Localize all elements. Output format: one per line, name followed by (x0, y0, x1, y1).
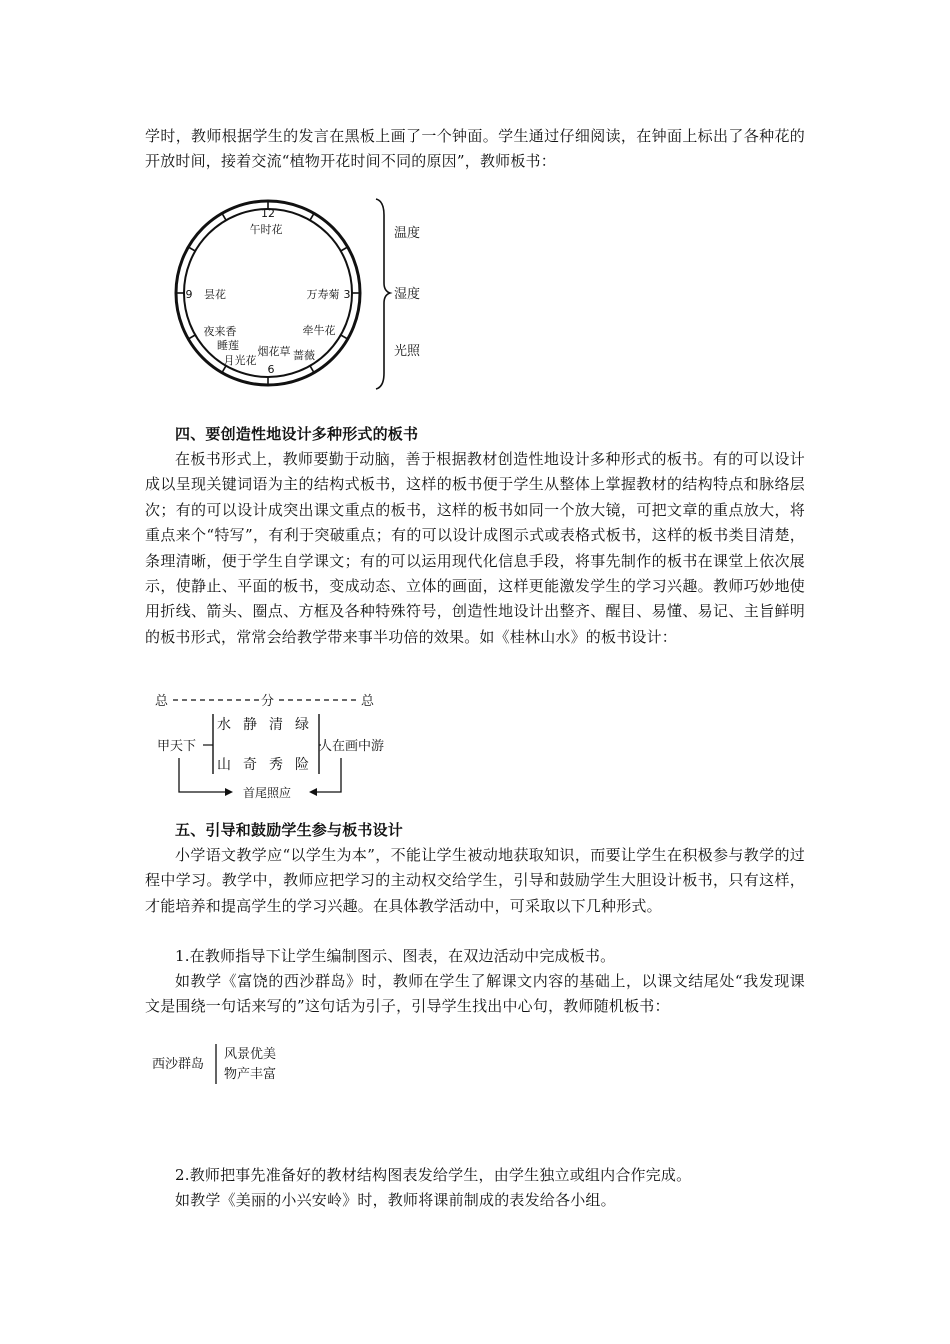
guilin-left-label: 甲天下 (157, 739, 197, 754)
guilin-figure (145, 688, 405, 806)
xisha-left-label: 西沙群岛 (152, 1057, 205, 1072)
section-4-body: 在板书形式上，教师要勤于动脑，善于根据教材创造性地设计多种形式的板书。有的可以设计成以呈现关键词语为主的结构式板书，这样的板书便于学生从整体上掌握教材的结构特点和脉络层次；有的可以设计成突出课文重点的板书，这样的板书如同一个放大镜，可把文章的重点放大，将重点来个“特写”，有利于突破重点；有的可以设计成图示式或表格式板书，这样的板书类目清楚，条理清晰，便于学生自学课文；有的可以运用现代化信息手段，将事先制作的板书在课堂上依次展示，使静止、平面的板书，变成动态、立体的画面，这样更能激发学生的学习兴趣。教师巧妙地使用折线、箭头、圈点、方框及各种特殊符号，创造性地设计出整齐、醒目、易懂、易记、主旨鲜明的板书形式，常常会给教学带来事半功倍的效果。如《桂林山水》的板书设计： (145, 450, 805, 646)
guilin-right-label: 人在画中游 (319, 739, 385, 754)
jing-char: 静 (243, 717, 257, 733)
flower-qianniuhua: 牵牛花 (302, 324, 336, 337)
flower-tanhua: 昙花 (204, 288, 226, 301)
guilin-top-left: 总 (155, 694, 169, 709)
heading-section-4: 四、要创造性地设计多种形式的板书 (175, 425, 419, 443)
clock-figure (170, 195, 440, 410)
reason-light: 光照 (394, 344, 421, 359)
guilin-arrow-right (317, 758, 341, 792)
guilin-water-row (217, 716, 309, 733)
shan-char: 山 (217, 757, 231, 773)
xisha-diagram (148, 1040, 298, 1090)
clock-numeral-9: 9 (185, 288, 193, 301)
clock-numeral-6: 6 (267, 363, 275, 376)
qi-char: 奇 (243, 757, 257, 773)
flower-yueguanghua: 月光花 (223, 354, 257, 367)
lv-char: 绿 (295, 717, 309, 733)
xian-char: 险 (295, 757, 309, 773)
xiu-char: 秀 (269, 757, 283, 773)
reason-temperature: 温度 (394, 226, 421, 241)
guilin-arrow-right-head (309, 788, 317, 796)
flower-yelaixiang: 夜来香 (203, 325, 237, 338)
water-char: 水 (217, 717, 231, 733)
xisha-line-2: 物产丰富 (224, 1067, 277, 1082)
flower-wushihua: 午时花 (249, 223, 283, 236)
heading-section-5: 五、引导和鼓励学生参与板书设计 (175, 821, 404, 839)
flower-qiangwei: 蔷薇 (293, 349, 315, 362)
reason-humidity: 湿度 (394, 287, 421, 302)
flower-wanshouju: 万寿菊 (306, 288, 340, 301)
guilin-diagram (145, 688, 405, 806)
guilin-arrow-left-head (225, 788, 233, 796)
clock-numeral-12: 12 (261, 207, 275, 220)
xisha-figure (148, 1040, 298, 1090)
clock-numeral-3: 3 (343, 288, 351, 301)
guilin-mountain-row (217, 757, 309, 773)
xisha-line-1: 风景优美 (224, 1047, 277, 1062)
guilin-top-mid: 分 (261, 694, 275, 709)
item-2-example: 如教学《美丽的小兴安岭》时，教师将课前制成的表发给各小组。 (175, 1191, 616, 1209)
intro-paragraph: 学时，教师根据学生的发言在黑板上画了一个钟面。学生通过仔细阅读，在钟面上标出了各种花的开放时间，接着交流“植物开花时间不同的原因”，教师板书： (145, 127, 805, 171)
flower-shuilian: 睡莲 (217, 339, 239, 352)
flower-yanhuacao: 烟花草 (257, 345, 291, 358)
clock-diagram (170, 195, 440, 410)
item-1-example: 如教学《富饶的西沙群岛》时，教师在学生了解课文内容的基础上，以课文结尾处“我发现课文是围绕一句话来写的”这句话为引子，引导学生找出中心句，教师随机板书： (145, 972, 805, 1016)
section-5-body: 小学语文教学应“以学生为本”，不能让学生被动地获取知识，而要让学生在积极参与教学的过程中学习。教学中，教师应把学习的主动权交给学生，引导和鼓励学生大胆设计板书，只有这样，才能培养和提高学生的学习兴趣。在具体教学活动中，可采取以下几种形式。 (145, 846, 805, 915)
qing-char: 清 (269, 717, 283, 733)
guilin-top-right: 总 (361, 694, 375, 709)
reason-brace (376, 199, 390, 389)
guilin-bottom-label: 首尾照应 (243, 786, 292, 800)
item-1: 1.在教师指导下让学生编制图示、图表，在双边活动中完成板书。 (175, 947, 616, 965)
item-2: 2.教师把事先准备好的教材结构图表发给学生，由学生独立或组内合作完成。 (175, 1166, 692, 1184)
